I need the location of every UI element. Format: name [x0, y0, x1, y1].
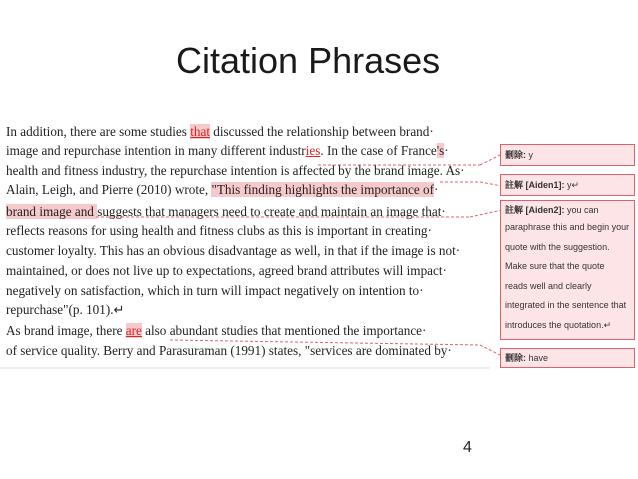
connector-line: [480, 154, 502, 165]
comment-text: Make sure that the quote: [505, 261, 605, 271]
comment-label: 註解 [Aiden2]:: [505, 205, 565, 215]
document-text: repurchase"(p. 101).↵: [6, 302, 125, 317]
connector-line: [480, 345, 502, 356]
tracked-change-text: that: [190, 124, 210, 139]
document-text: ·: [444, 143, 449, 158]
tracked-change-text: ies: [305, 143, 321, 158]
comment-label: 刪除:: [505, 353, 526, 363]
document-text: customer loyalty. This has an obvious disadvantage as well, in that if the image is not·: [6, 243, 461, 258]
comment-text: introduces the quotation.↵: [505, 319, 612, 330]
comment-text: paraphrase this and begin your: [505, 222, 630, 232]
document-text: As brand image, there: [6, 323, 126, 338]
document-text: reflects reasons for using health and fitness clubs as this is important in creating·: [6, 223, 432, 238]
comment-deleted-have[interactable]: [500, 348, 635, 368]
comment-label: 註解 [Aiden1]:: [505, 180, 565, 190]
document-text: . In the case of France: [320, 143, 437, 158]
comment-text: y↵: [564, 180, 580, 190]
document-text: discussed the relationship between brand·: [210, 124, 434, 139]
comment-text: quote with the suggestion.: [505, 241, 610, 252]
tracked-change-text: "This finding highlights the importance of: [211, 182, 435, 197]
comment-text: reads well and clearly: [505, 280, 592, 291]
document-text: Alain, Leigh, and Pierre (2010) wrote,: [6, 182, 212, 197]
connector-line: [470, 210, 502, 217]
page-number: 4: [463, 439, 472, 456]
comment-deleted-y[interactable]: [500, 144, 635, 166]
document-text: also abundant studies that mentioned the importance·: [141, 323, 427, 338]
tracked-change-text: are: [125, 323, 142, 338]
document-text: image and repurchase intention in many different industr: [6, 143, 306, 158]
document-text: suggests that managers need to create and maintain an image that·: [97, 204, 446, 219]
comment-aiden1[interactable]: [500, 174, 635, 196]
document-text: health and fitness industry, the repurchase intention is affected by the brand image. As·: [6, 163, 465, 178]
tracked-change-text: brand image and: [6, 204, 98, 219]
comment-text: have: [526, 353, 549, 363]
comment-aiden2[interactable]: [500, 200, 635, 340]
connector-line: [480, 182, 502, 186]
document-text: maintained, or does not live up to expectations, agreed brand attributes will impact·: [6, 263, 447, 278]
document-text: negatively on satisfaction, which in turn will impact negatively on intention to·: [6, 283, 424, 298]
slide-title: Citation Phrases: [176, 40, 441, 81]
document-text: In addition, there are some studies: [6, 124, 191, 139]
comment-text: y: [526, 150, 534, 160]
comment-label: 刪除:: [505, 150, 526, 160]
tracked-change-text: 's: [436, 143, 445, 158]
document-text: of service quality. Berry and Parasuraman (1991) states, "services are dominated by·: [6, 343, 452, 358]
comment-text: you can: [564, 205, 599, 215]
document-text: ·: [434, 182, 439, 197]
comment-text: integrated in the sentence that: [505, 300, 627, 310]
connector-line: [170, 340, 480, 345]
